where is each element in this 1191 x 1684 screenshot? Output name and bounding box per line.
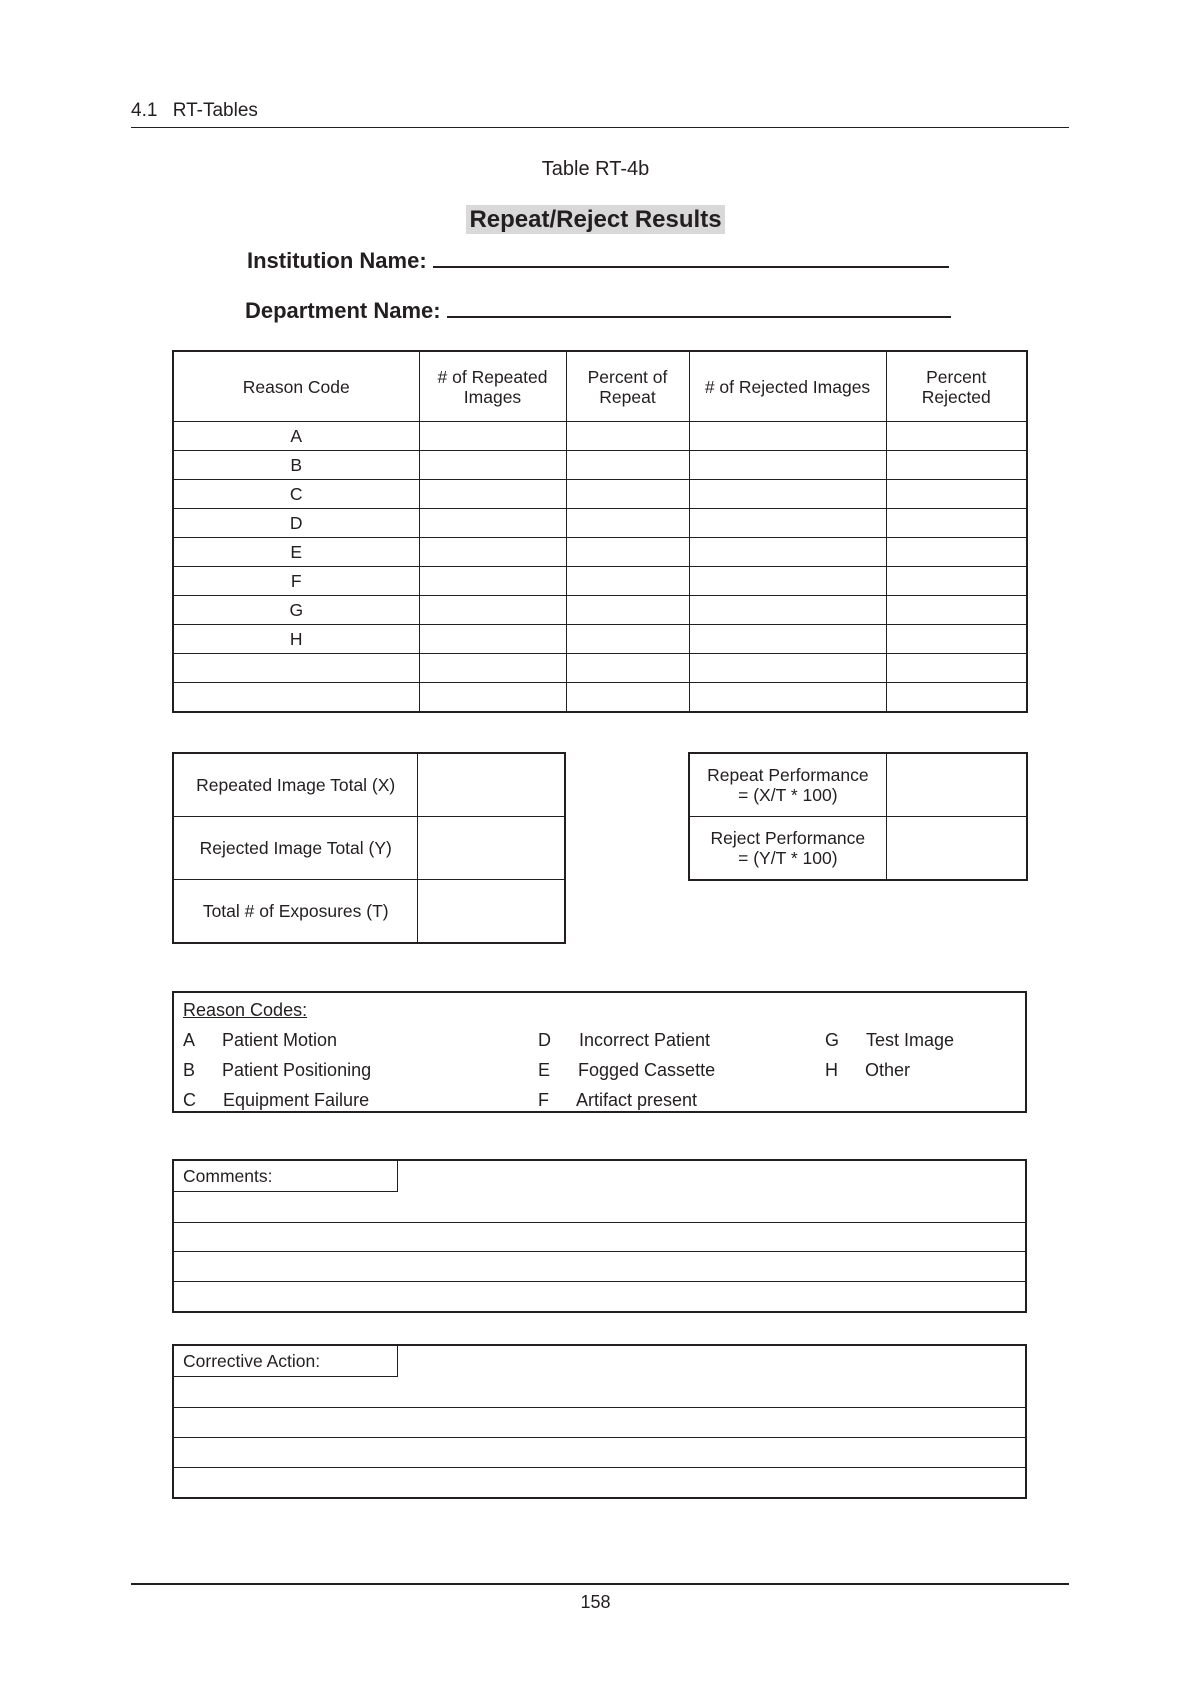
repeated-cell[interactable]	[419, 480, 566, 509]
repeated-cell[interactable]	[419, 567, 566, 596]
totals-row	[173, 817, 565, 880]
repeat-performance-line2: = (X/T * 100)	[738, 785, 838, 805]
table-row	[173, 538, 1027, 567]
reason-code-label: Equipment Failure	[223, 1090, 370, 1110]
repeated-cell[interactable]	[419, 654, 566, 683]
corrective-action-line	[174, 1407, 1025, 1408]
header-repeated-line2: Images	[463, 386, 522, 407]
repeated-cell[interactable]	[419, 596, 566, 625]
percent-rejected-cell[interactable]	[886, 422, 1027, 451]
corrective-action-label: Corrective Action:	[174, 1346, 398, 1377]
table-header-row	[173, 351, 1027, 422]
percent-rejected-cell[interactable]	[886, 596, 1027, 625]
reason-code-label: Test Image	[866, 1030, 955, 1050]
reason-code-letter: H	[825, 1060, 838, 1080]
reason-codes-box	[172, 991, 1027, 1113]
reason-code-label: Patient Motion	[222, 1030, 338, 1050]
exposures-total-label: Total # of Exposures (T)	[173, 880, 418, 944]
form-title-text: Repeat/Reject Results	[466, 205, 724, 234]
rejected-cell[interactable]	[689, 480, 886, 509]
percent-rejected-cell[interactable]	[886, 451, 1027, 480]
reason-code-cell: G	[173, 596, 419, 625]
reason-code-cell: F	[173, 567, 419, 596]
reason-code-item	[183, 1030, 337, 1051]
table-row	[173, 596, 1027, 625]
reason-code-cell: B	[173, 451, 419, 480]
reason-code-label: Incorrect Patient	[579, 1030, 711, 1050]
repeat-performance-label	[689, 753, 886, 817]
table-row	[173, 480, 1027, 509]
header-percent-repeat-line2: Repeat	[599, 386, 656, 407]
footer-rule	[131, 1583, 1069, 1585]
reject-performance-line1: Reject Performance	[710, 828, 866, 848]
reason-code-cell: C	[173, 480, 419, 509]
institution-name-blank[interactable]	[433, 248, 949, 268]
percent-repeat-cell[interactable]	[566, 422, 689, 451]
percent-rejected-cell[interactable]	[886, 567, 1027, 596]
header-percent-repeat-line1: Percent of	[587, 366, 668, 387]
reason-code-item	[183, 1060, 371, 1081]
repeated-cell[interactable]	[419, 538, 566, 567]
repeated-total-label: Repeated Image Total (X)	[173, 753, 418, 817]
comments-box[interactable]	[172, 1159, 1027, 1313]
reason-code-item	[538, 1060, 715, 1081]
reason-code-cell[interactable]	[173, 683, 419, 713]
rejected-total-value[interactable]	[418, 817, 565, 880]
percent-repeat-cell[interactable]	[566, 654, 689, 683]
comments-label: Comments:	[174, 1161, 398, 1192]
header-rule	[131, 127, 1069, 128]
header-repeated-images	[419, 351, 566, 422]
totals-row	[173, 753, 565, 817]
reason-code-label: Patient Positioning	[222, 1060, 372, 1080]
performance-row	[689, 753, 1027, 817]
repeated-total-value[interactable]	[418, 753, 565, 817]
table-row	[173, 422, 1027, 451]
percent-repeat-cell[interactable]	[566, 683, 689, 713]
reason-code-item	[825, 1030, 954, 1051]
page-number: 158	[580, 1592, 611, 1612]
corrective-action-line	[174, 1467, 1025, 1468]
percent-rejected-cell[interactable]	[886, 654, 1027, 683]
rejected-cell[interactable]	[689, 538, 886, 567]
table-row	[173, 451, 1027, 480]
form-title	[0, 206, 1191, 234]
header-rejected-images: # of Rejected Images	[689, 351, 886, 422]
reason-code-item	[538, 1090, 697, 1111]
performance-table	[688, 752, 1028, 881]
reject-performance-value[interactable]	[886, 817, 1027, 881]
reason-code-cell: E	[173, 538, 419, 567]
repeated-cell[interactable]	[419, 422, 566, 451]
repeated-cell[interactable]	[419, 451, 566, 480]
reason-code-letter: B	[183, 1060, 196, 1080]
percent-rejected-cell[interactable]	[886, 538, 1027, 567]
repeat-reject-table	[172, 350, 1028, 713]
reason-code-cell: D	[173, 509, 419, 538]
table-label: Table RT-4b	[541, 158, 650, 180]
reject-performance-line2: = (Y/T * 100)	[738, 848, 838, 868]
reason-code-item	[538, 1030, 710, 1051]
repeated-cell[interactable]	[419, 683, 566, 713]
table-row	[173, 654, 1027, 683]
institution-name-label: Institution Name:	[247, 248, 427, 273]
performance-row	[689, 817, 1027, 881]
percent-repeat-cell[interactable]	[566, 596, 689, 625]
reason-code-letter: D	[538, 1030, 551, 1050]
reject-performance-label	[689, 817, 886, 881]
table-row	[173, 683, 1027, 713]
table-row	[173, 567, 1027, 596]
percent-repeat-cell[interactable]	[566, 538, 689, 567]
percent-repeat-cell[interactable]	[566, 480, 689, 509]
institution-name-field	[247, 248, 949, 274]
totals-row	[173, 880, 565, 944]
repeat-performance-line1: Repeat Performance	[707, 765, 869, 785]
percent-rejected-cell[interactable]	[886, 683, 1027, 713]
percent-rejected-cell[interactable]	[886, 625, 1027, 654]
percent-repeat-cell[interactable]	[566, 625, 689, 654]
header-repeated-line1: # of Repeated	[437, 366, 548, 387]
reason-code-label: Artifact present	[576, 1090, 698, 1110]
corrective-action-box[interactable]	[172, 1344, 1027, 1499]
comments-line	[174, 1281, 1025, 1282]
rejected-cell[interactable]	[689, 596, 886, 625]
reason-code-letter: G	[825, 1030, 840, 1050]
header-percent-rejected-line2: Rejected	[921, 386, 991, 407]
header-reason-code: Reason Code	[173, 351, 419, 422]
percent-rejected-cell[interactable]	[886, 509, 1027, 538]
section-header	[131, 100, 258, 122]
rejected-cell[interactable]	[689, 654, 886, 683]
header-percent-rejected	[886, 351, 1027, 422]
reason-code-letter: C	[183, 1090, 196, 1110]
reason-code-cell: H	[173, 625, 419, 654]
table-row	[173, 509, 1027, 538]
comments-line	[174, 1251, 1025, 1252]
rejected-cell[interactable]	[689, 625, 886, 654]
reason-code-cell[interactable]	[173, 654, 419, 683]
rejected-cell[interactable]	[689, 567, 886, 596]
section-number: 4.1	[131, 100, 158, 121]
reason-code-item	[183, 1090, 369, 1111]
reason-code-label: Fogged Cassette	[578, 1060, 716, 1080]
percent-rejected-cell[interactable]	[886, 480, 1027, 509]
percent-repeat-cell[interactable]	[566, 567, 689, 596]
percent-repeat-cell[interactable]	[566, 451, 689, 480]
repeat-performance-value[interactable]	[886, 753, 1027, 817]
reason-code-item	[825, 1060, 910, 1081]
rejected-cell[interactable]	[689, 451, 886, 480]
percent-repeat-cell[interactable]	[566, 509, 689, 538]
reason-code-letter: F	[538, 1090, 549, 1110]
reason-code-cell: A	[173, 422, 419, 451]
repeated-cell[interactable]	[419, 509, 566, 538]
department-name-field	[245, 298, 951, 324]
totals-table	[172, 752, 566, 944]
rejected-cell[interactable]	[689, 683, 886, 713]
rejected-cell[interactable]	[689, 509, 886, 538]
table-row	[173, 625, 1027, 654]
header-percent-rejected-line1: Percent	[926, 366, 987, 387]
exposures-total-value[interactable]	[418, 880, 565, 944]
reason-code-letter: E	[538, 1060, 551, 1080]
reason-code-letter: A	[183, 1030, 196, 1050]
header-percent-repeat	[566, 351, 689, 422]
rejected-cell[interactable]	[689, 422, 886, 451]
department-name-blank[interactable]	[447, 298, 951, 318]
rejected-total-label: Rejected Image Total (Y)	[173, 817, 418, 880]
reason-codes-title: Reason Codes:	[183, 1000, 308, 1020]
corrective-action-line	[174, 1437, 1025, 1438]
section-title: RT-Tables	[172, 100, 258, 121]
repeated-cell[interactable]	[419, 625, 566, 654]
reason-code-label: Other	[865, 1060, 911, 1080]
comments-line	[174, 1222, 1025, 1223]
department-name-label: Department Name:	[245, 298, 441, 323]
